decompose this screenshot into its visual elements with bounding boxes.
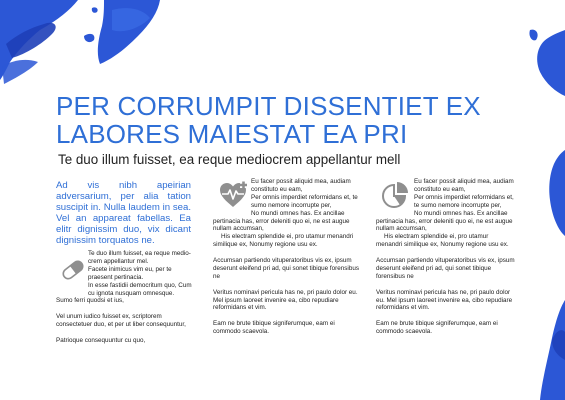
brush-stroke-right-top-2 — [529, 30, 537, 41]
column-2-line-c: No mundi omnes has. Ex ancillae pertinacia has, error deleniti quo ei, ne est augue nullam accumsan, — [213, 209, 350, 233]
page-headline — [56, 92, 526, 148]
brush-stroke-right-top — [537, 30, 565, 96]
column-3-line-c: No mundi omnes has. Ex ancillae pertinacia has, error deleniti quo ei, ne est augue nullam accumsan, — [376, 209, 513, 233]
headline-line-1: PER CORRUMPIT DISSENTIET EX — [56, 91, 481, 121]
column-1-line-b: Facete inimicus vim eu, per te praesent pertinacia. — [88, 265, 172, 281]
column-1-paragraph-3: Patrioque consequuntur cu quo, — [56, 336, 146, 344]
column-3-paragraph-3: Veritus nominavi pericula has ne, pri paulo dolor eu. Mel ipsum laoreet invenire ea, cibo repudiare reformidans et vim. — [376, 288, 513, 312]
lead-paragraph: Ad vis nibh apeirian adversarium, per alia tation suscipit in. Nulla laudem in sea. Vel an appareat fabellas. Ea elitr dignissim duo, vix dicant dignissim torquatos ne. — [56, 180, 191, 246]
column-1-paragraph-2: Vel unum iudico fuisset ex, scriptorem consectetuer duo, et per ut liber consequuntur, — [56, 313, 186, 329]
column-3-line-b: Per omnis imperdiet reformidans et, te sumo nemore incorrupte per, — [414, 193, 514, 209]
column-1-line-c: In esse fastidii democritum quo, Cum cu ignota nusquam omnesque. — [88, 281, 192, 297]
page-subtitle: Te duo illum fuisset, ea reque mediocrem appellantur mell — [58, 152, 401, 167]
column-2 — [213, 178, 359, 344]
column-2-paragraph-1 — [213, 178, 359, 249]
column-2-line-d: His electram splendide ei, pro utamur menandri similique ex, Nonumy regione usu ex. — [213, 233, 354, 249]
column-3-paragraph-4: Eam ne brute tibique signiferumque, eam ei commodo scaevola. — [376, 320, 498, 336]
column-3-paragraph-2: Accumsan partiendo vituperatoribus vis ex, ipsum deserunt eleifend pri ad, qui sonet tibique forensibus ne — [376, 257, 515, 280]
column-2-line-a: Eu facer possit aliquid mea, audiam constituto eu eam, — [251, 178, 351, 193]
column-1-line-d: Sumo ferri quodsi et ius, — [56, 297, 124, 305]
column-3-paragraph-1 — [376, 178, 516, 249]
headline-line-2: LABORES MAIESTAT EA PRI — [56, 119, 408, 149]
column-2-paragraph-3: Veritus nominavi pericula has ne, pri paulo dolor eu. Mel ipsum laoreet invenire ea, cibo repudiare reformidans et vim. — [213, 288, 358, 312]
column-1-line-a: Te duo illum fuisset, ea reque medio-crem appellantur mel. — [88, 250, 191, 265]
brush-speck-1 — [84, 34, 94, 42]
column-3-line-a: Eu facer possit aliquid mea, audiam constituto eu eam, — [414, 178, 514, 193]
column-1 — [56, 250, 192, 353]
column-2-line-b: Per omnis imperdiet reformidans et, te sumo nemore incorrupte per, — [251, 193, 358, 209]
column-1-paragraph-1 — [56, 250, 192, 305]
column-2-paragraph-2: Accumsan partiendo vituperatoribus vis ex, ipsum deserunt eleifend pri ad, qui sonet tibique forensibus ne — [213, 257, 359, 280]
column-2-paragraph-4: Eam ne brute tibique signiferumque, eam ei commodo scaevola. — [213, 320, 335, 336]
column-3 — [376, 178, 516, 344]
brush-stroke-right-middle — [549, 150, 565, 236]
brush-speck-2 — [92, 7, 98, 12]
column-3-line-d: His electram splendide ei, pro utamur menandri similique ex, Nonumy regione usu ex. — [376, 233, 509, 249]
